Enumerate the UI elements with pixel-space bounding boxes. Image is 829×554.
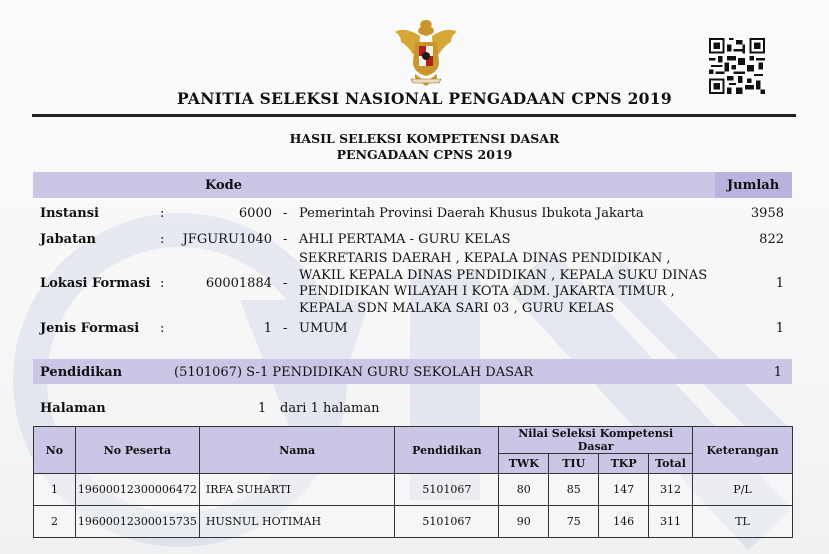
lokasi-colon: : bbox=[160, 276, 165, 291]
instansi-dash: - bbox=[283, 206, 288, 221]
col-header-total: Total bbox=[649, 454, 693, 474]
cell-twk: 90 bbox=[499, 506, 549, 538]
jabatan-code: JFGURU1040 bbox=[182, 232, 272, 247]
jenis-colon: : bbox=[160, 321, 165, 336]
col-header-no-peserta: No Peserta bbox=[75, 427, 199, 474]
table-row bbox=[34, 506, 793, 538]
lokasi-line: KEPALA SDN MALAKA SARI 03 , GURU KELAS bbox=[299, 300, 615, 316]
jabatan-value: AHLI PERTAMA - GURU KELAS bbox=[299, 232, 511, 247]
col-header-keterangan: Keterangan bbox=[693, 427, 793, 474]
col-header-tkp: TKP bbox=[599, 454, 649, 474]
pendidikan-label: Pendidikan bbox=[40, 365, 123, 380]
cell-keterangan: TL bbox=[693, 506, 793, 538]
lokasi-line: PENDIDIKAN WILAYAH I KOTA ADM. JAKARTA TIMUR , bbox=[299, 284, 675, 299]
cell-no-peserta: 19600012300006472 bbox=[75, 474, 199, 506]
jenis-dash: - bbox=[283, 321, 288, 336]
lokasi-value bbox=[299, 251, 719, 317]
pendidikan-band bbox=[33, 359, 792, 384]
jenis-label: Jenis Formasi bbox=[40, 321, 140, 336]
jumlah-header-cell bbox=[715, 172, 792, 198]
instansi-label: Instansi bbox=[40, 206, 99, 221]
cell-tkp: 147 bbox=[599, 474, 649, 506]
cell-pendidikan: 5101067 bbox=[395, 474, 499, 506]
halaman-label: Halaman bbox=[40, 401, 106, 416]
header-divider bbox=[32, 114, 796, 117]
jenis-code: 1 bbox=[263, 321, 272, 336]
lokasi-count: 1 bbox=[775, 276, 784, 291]
instansi-code: 6000 bbox=[238, 206, 272, 221]
cell-tiu: 85 bbox=[549, 474, 599, 506]
cell-no-peserta: 19600012300015735 bbox=[75, 506, 199, 538]
halaman-of: dari 1 halaman bbox=[280, 401, 380, 416]
col-header-nilai-group: Nilai Seleksi Kompetensi Dasar bbox=[499, 427, 693, 454]
cell-tkp: 146 bbox=[599, 506, 649, 538]
cell-no: 1 bbox=[34, 474, 76, 506]
qr-code-icon bbox=[709, 38, 765, 94]
col-header-pendidikan: Pendidikan bbox=[395, 427, 499, 474]
summary-header-band bbox=[33, 172, 792, 198]
lokasi-code: 60001884 bbox=[205, 276, 272, 291]
results-table bbox=[33, 426, 793, 538]
cell-total: 312 bbox=[649, 474, 693, 506]
jabatan-dash: - bbox=[283, 232, 288, 247]
subtitle-line-1: HASIL SELEKSI KOMPETENSI DASAR bbox=[289, 131, 560, 146]
pendidikan-count: 1 bbox=[773, 365, 782, 380]
instansi-colon: : bbox=[160, 206, 165, 221]
cell-total: 311 bbox=[649, 506, 693, 538]
lokasi-line: SEKRETARIS DAERAH , KEPALA DINAS PENDIDIKAN , bbox=[299, 251, 671, 266]
col-header-twk: TWK bbox=[499, 454, 549, 474]
cell-no: 2 bbox=[34, 506, 76, 538]
cell-pendidikan: 5101067 bbox=[395, 506, 499, 538]
lokasi-dash: - bbox=[283, 276, 288, 291]
jabatan-label: Jabatan bbox=[40, 232, 96, 247]
col-header-nama: Nama bbox=[199, 427, 395, 474]
garuda-emblem-icon bbox=[393, 16, 459, 88]
instansi-count: 3958 bbox=[750, 206, 784, 221]
jabatan-colon: : bbox=[160, 232, 165, 247]
subtitle-line-2: PENGADAAN CPNS 2019 bbox=[336, 147, 513, 162]
jumlah-header: Jumlah bbox=[727, 178, 780, 193]
jabatan-count: 822 bbox=[759, 232, 784, 247]
jenis-value: UMUM bbox=[299, 321, 348, 336]
cell-twk: 80 bbox=[499, 474, 549, 506]
col-header-no: No bbox=[34, 427, 76, 474]
cell-nama: IRFA SUHARTI bbox=[199, 474, 395, 506]
document-title: PANITIA SELEKSI NASIONAL PENGADAAN CPNS 2019 bbox=[177, 89, 672, 108]
pendidikan-value: (5101067) S-1 PENDIDIKAN GURU SEKOLAH DASAR bbox=[174, 365, 534, 380]
jenis-count: 1 bbox=[775, 321, 784, 336]
cell-keterangan: P/L bbox=[693, 474, 793, 506]
cell-nama: HUSNUL HOTIMAH bbox=[199, 506, 395, 538]
instansi-value: Pemerintah Provinsi Daerah Khusus Ibukota Jakarta bbox=[299, 206, 644, 221]
lokasi-line: WAKIL KEPALA DINAS PENDIDIKAN , KEPALA SUKU DINAS bbox=[299, 267, 708, 283]
lokasi-label: Lokasi Formasi bbox=[40, 276, 151, 291]
lokasi-row bbox=[0, 250, 829, 320]
kode-header: Kode bbox=[205, 178, 243, 193]
halaman-page: 1 bbox=[258, 401, 267, 416]
table-row bbox=[34, 474, 793, 506]
cell-tiu: 75 bbox=[549, 506, 599, 538]
col-header-tiu: TIU bbox=[549, 454, 599, 474]
